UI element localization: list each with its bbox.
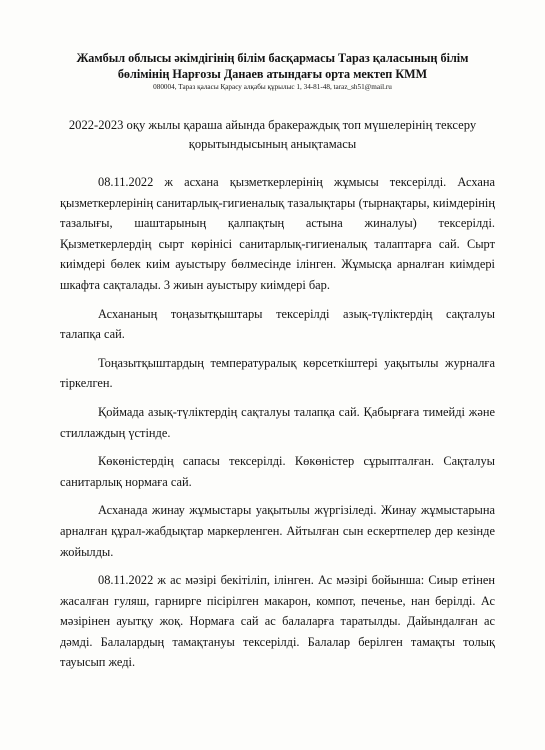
- paragraph-6: Асханада жинау жұмыстары уақытылы жүргізіледі. Жинау жұмыстарына арналған құрал-жабдықтар маркерленген. Айтылған сын ескертпелер дер кезінде жойылды.: [60, 503, 495, 559]
- org-name-line-1: Жамбыл облысы әкімдігінің білім басқармасы Тараз қаласының білім: [76, 51, 469, 65]
- paragraph-4: Қоймада азық-түліктердің сақталуы талапқа сай. Қабырғаға тимейді және стиллаждың үстінде.: [60, 404, 495, 440]
- letterhead: [40, 50, 505, 92]
- org-name-line-2: бөлімінің Нарғозы Данаев атындағы орта мектеп КММ: [117, 67, 428, 81]
- paragraph-2: Асхананың тоңазытқыштары тексерілді азық-түліктердің сақталуы талапқа сай.: [60, 306, 495, 342]
- title-line-2: қорытындысының анықтамасы: [188, 137, 357, 151]
- document-title: [40, 116, 505, 154]
- paragraph-7: 08.11.2022 ж ас мәзірі бекітіліп, ілінген. Ас мәзірі бойынша: Сиыр етінен жасалған гуляш, гарнирге пісірілген макарон, компот, печенье, нан берілді. Ас мәзірінен ауытқу жоқ. Нормаға сай ас балаларға таратылды. Дайындалған ас дәмді. Балалардың тамақтануы тексерілді. Балалар берілген тамақты толық тауысып жеді.: [60, 573, 495, 670]
- title-line-1: 2022-2023 оқу жылы қараша айында бракераждық топ мүшелерінің тексеру: [68, 118, 477, 132]
- org-address: 080004, Тараз қаласы Қарасу алқабы құрылыс 1, 34-81-48, taraz_sh51@mail.ru: [153, 83, 392, 91]
- paragraph-5: Көкөністердің сапасы тексерілді. Көкөністер сұрыпталған. Сақталуы санитарлық нормаға сай.: [60, 454, 495, 489]
- paragraph-3: Тоңазытқыштардың температуралық көрсеткіштері уақытылы журналға тіркелген.: [60, 355, 495, 391]
- document-body: [60, 172, 495, 681]
- paragraph-1: 08.11.2022 ж асхана қызметкерлерінің жұмысы тексерілді. Асхана қызметкерлерінің санитарлық-гигиеналық тазалықтары (тырнақтары, киімдерінің тазалығы, шаштарының қалпақтың астына жиналуы) тексерілді. Қызметкерлердің сырт көрінісі санитарлық-гигиеналық талаптарға сай. Сырт киімдері бөлек киім ауыстыру бөлмесінде ілінген. Жұмысқа арналған киімдері шкафта сақталады. 3 жиын ауыстыру киімдері бар.: [60, 175, 495, 292]
